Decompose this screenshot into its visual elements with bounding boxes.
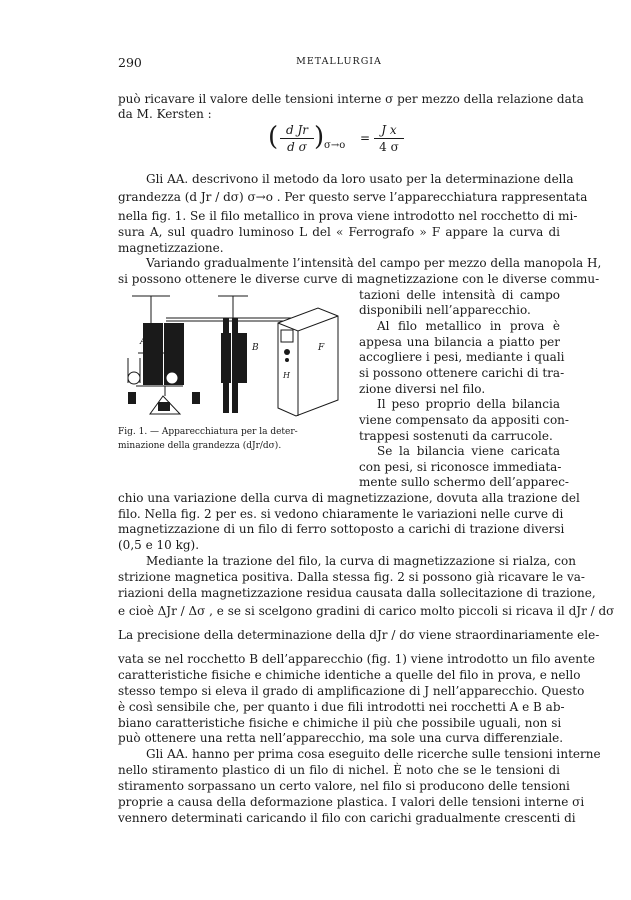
eq-rhs-denominator: 4 σ	[379, 140, 399, 154]
eq-rhs-numerator: J x	[381, 123, 397, 137]
text-line: nello stiramento plastico di un filo di nichel. È noto che se le tensioni di	[118, 763, 560, 777]
text-line: chio una variazione della curva di magnetizzazione, dovuta alla trazione del	[118, 491, 580, 505]
text-line: nella fig. 1. Se il filo metallico in prova viene introdotto nel rocchetto di mi-	[118, 209, 578, 223]
text-line: disponibili nell’apparecchio.	[359, 303, 531, 317]
text-line: Gli AA. descrivono il metodo da loro usato per la determinazione della	[146, 172, 574, 186]
text-line: magnetizzazione di un filo di ferro sottoposto a carichi di trazione diversi	[118, 522, 565, 536]
text-line: vennero determinati caricando il filo con carichi gradualmente crescenti di	[118, 811, 576, 825]
text-line: riazioni della magnetizzazione residua causata dalla sollecitazione di trazione,	[118, 586, 596, 600]
text-line: magnetizzazione.	[118, 241, 224, 255]
text-line: (0,5 e 10 kg).	[118, 538, 200, 552]
text-line: può ottenere una retta nell’apparecchio, ma sole una curva differenziale.	[118, 731, 564, 745]
text-line: Il peso proprio della bilancia	[377, 397, 560, 411]
page-number: 290	[118, 55, 142, 70]
text-line: appesa una bilancia a piatto per	[359, 335, 560, 349]
text-line: Mediante la trazione del filo, la curva di magnetizzazione si rialza, con	[146, 554, 576, 568]
eq-lhs-numerator: d Jr	[285, 123, 309, 137]
text-line: e cioè ΔJr / Δσ , e se si scelgono gradini di carico molto piccoli si ricava il dJr / dσ	[118, 604, 615, 618]
text-line: zione diversi nel filo.	[359, 382, 486, 396]
figure-caption-line: minazione della grandezza (dJr/dσ).	[118, 441, 282, 451]
text-line: tazioni delle intensità di campo	[359, 288, 560, 302]
text-line: si possono ottenere le diverse curve di magnetizzazione con le diverse commu-	[118, 272, 600, 286]
text-line: è così sensibile che, per quanto i due fili introdotti nei rocchetti A e B ab-	[118, 700, 565, 714]
text-line: può ricavare il valore delle tensioni interne σ per mezzo della relazione data	[118, 92, 584, 106]
text-line: trappesi sostenuti da carrucole.	[359, 429, 553, 443]
eq-lhs-denominator: d σ	[287, 140, 307, 154]
text-line: vata se nel rocchetto B dell’apparecchio (fig. 1) viene introdotto un filo avente	[118, 652, 595, 666]
text-line: viene compensato da appositi con-	[359, 413, 569, 427]
label-f: F	[318, 343, 325, 353]
text-line: accogliere i pesi, mediante i quali	[359, 350, 565, 364]
text-line: con pesi, si riconosce immediata-	[359, 460, 562, 474]
eq-limit: σ→o	[324, 140, 346, 151]
text-line: caratteristiche fisiche e chimiche identiche a quelle del filo in prova, e nello	[118, 668, 581, 682]
text-line: biano caratteristiche fisiche e chimiche il più che possibile uguali, non si	[118, 716, 562, 730]
eq-equals: =	[360, 131, 371, 145]
text-line: mente sullo schermo dell’apparec-	[359, 475, 569, 489]
label-h: H	[283, 371, 290, 380]
text-line: Variando gradualmente l’intensità del campo per mezzo della manopola H,	[146, 256, 602, 270]
text-line: Al filo metallico in prova è	[377, 319, 560, 333]
text-line: Gli AA. hanno per prima cosa eseguito delle ricerche sulle tensioni interne	[146, 747, 601, 761]
text-line: stiramento sorpassano un certo valore, nel filo si producono delle tensioni	[118, 779, 570, 793]
text-line: proprie a causa della deformazione plastica. I valori delle tensioni interne σi	[118, 795, 585, 809]
running-title: METALLURGIA	[296, 56, 382, 67]
text-line: stesso tempo si eleva il grado di amplificazione di J nell’apparecchio. Questo	[118, 684, 585, 698]
text-line: Se la bilancia viene caricata	[377, 444, 560, 458]
text-line: La precisione della determinazione della dJr / dσ viene straordinariamente ele-	[118, 628, 600, 642]
apparatus-figure	[118, 288, 352, 423]
page-header	[118, 55, 560, 73]
figure-caption-line: Fig. 1. — Apparecchiatura per la deter-	[118, 427, 298, 437]
text-line: sura A, sul quadro luminoso L del « Ferrografo » F appare la curva di	[118, 225, 560, 239]
text-line: da M. Kersten :	[118, 107, 212, 121]
text-line: si possono ottenere carichi di tra-	[359, 366, 565, 380]
label-a: A	[140, 337, 147, 347]
kersten-equation: ( d Jr d σ ) σ→o = J x 4 σ	[268, 120, 408, 160]
label-b: B	[252, 343, 259, 353]
text-line: filo. Nella fig. 2 per es. si vedono chiaramente le variazioni nelle curve di	[118, 507, 564, 521]
text-line: strizione magnetica positiva. Dalla stessa fig. 2 si possono già ricavare le va-	[118, 570, 585, 584]
text-line: grandezza (d Jr / dσ) σ→o . Per questo serve l’apparecchiatura rappresentata	[118, 190, 588, 204]
